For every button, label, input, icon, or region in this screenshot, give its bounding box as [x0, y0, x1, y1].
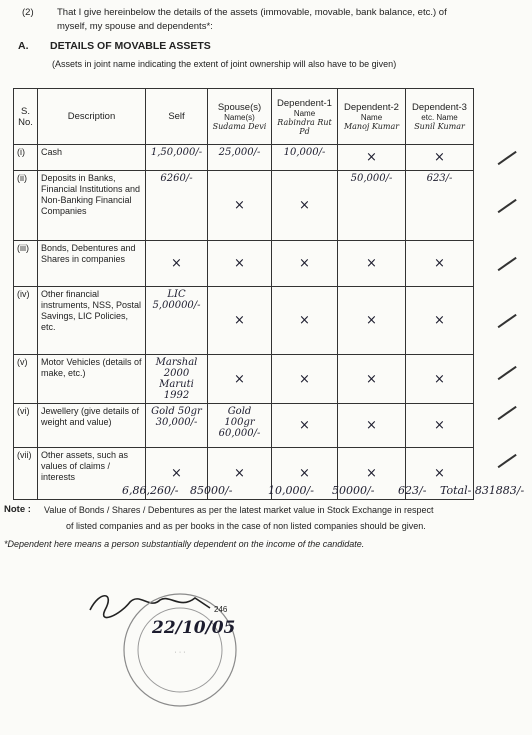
cell-dependent-1: × [272, 355, 338, 404]
header-dependent-1 [272, 89, 338, 145]
total-spouse: 85000/- [190, 484, 233, 497]
cell-spouse: Gold 100gr 60,000/- [208, 404, 272, 448]
row-number: (iii) [14, 241, 38, 287]
header-self: Self [146, 89, 208, 145]
header-dep3-value: Sunil Kumar [414, 122, 465, 131]
header-dependent-3 [406, 89, 474, 145]
header-spouse-names: Name(s) [224, 113, 255, 122]
header-spouse-label: Spouse(s) [217, 102, 262, 113]
section-letter: A. [18, 40, 29, 52]
grand-total: Total- 831883/- [440, 484, 525, 497]
movable-assets-table [13, 88, 474, 500]
total-self: 6,86,260/- [122, 484, 179, 497]
total-dependent-2: 50000/- [332, 484, 375, 497]
cell-dependent-3: × [406, 355, 474, 404]
cell-dependent-2: × [338, 404, 406, 448]
margin-tick-mark [498, 199, 517, 213]
cell-dependent-1: 10,000/- [272, 145, 338, 171]
page-number: 246 [214, 605, 228, 614]
cell-dependent-3: × [406, 448, 474, 500]
cell-spouse: × [208, 287, 272, 355]
row-description: Cash [38, 145, 146, 171]
table-row [14, 171, 474, 241]
header-description: Description [38, 89, 146, 145]
cell-dependent-1: × [272, 241, 338, 287]
header-dep2-label: Dependent-2 [344, 102, 399, 113]
header-dep3-name: etc. Name [421, 113, 458, 122]
cell-self: 1,50,000/- [146, 145, 208, 171]
margin-tick-mark [498, 366, 517, 380]
cell-dependent-2: × [338, 448, 406, 500]
section-title: DETAILS OF MOVABLE ASSETS [50, 40, 211, 52]
cell-self: × [146, 241, 208, 287]
header-dep1-value: Rabindra Rut Pd [277, 117, 332, 136]
header-dep2-name: Name [360, 113, 383, 122]
cell-self: × [146, 448, 208, 500]
cell-dependent-3: × [406, 287, 474, 355]
cell-self: Marshal 2000 Maruti 1992 [146, 355, 208, 404]
row-number: (v) [14, 355, 38, 404]
row-number: (vi) [14, 404, 38, 448]
row-number: (i) [14, 145, 38, 171]
total-dependent-1: 10,000/- [268, 484, 314, 497]
row-description: Other financial instruments, NSS, Postal Savings, LIC Policies, etc. [38, 287, 146, 355]
header-dep3-label: Dependent-3 [412, 102, 467, 113]
cell-spouse: × [208, 355, 272, 404]
row-description: Other assets, such as values of claims / interests [38, 448, 146, 500]
cell-dependent-3: × [406, 241, 474, 287]
margin-tick-mark [498, 314, 517, 328]
row-number: (vii) [14, 448, 38, 500]
header-dep2-value: Manoj Kumar [343, 122, 400, 131]
cell-dependent-2: × [338, 287, 406, 355]
header-dep1-name: Name [293, 108, 316, 118]
cell-self: 6260/- [146, 171, 208, 241]
total-dependent-3: 623/- [398, 484, 427, 497]
section-note: (Assets in joint name indicating the extent of joint ownership will also have to be given) [52, 59, 397, 69]
signature-stamp-graphic [60, 580, 260, 730]
intro-number: (2) [22, 7, 34, 18]
intro-text-line2: myself, my spouse and dependents*: [57, 21, 213, 32]
note-line1: Value of Bonds / Shares / Debentures as per the latest market value in Stock Exchange in respect [44, 505, 434, 515]
cell-dependent-1: × [272, 171, 338, 241]
cell-dependent-2: × [338, 241, 406, 287]
totals-line [0, 484, 532, 502]
header-spouse-value: Sudama Devi [212, 122, 267, 131]
row-description: Motor Vehicles (details of make, etc.) [38, 355, 146, 404]
table-row [14, 241, 474, 287]
cell-dependent-3: × [406, 145, 474, 171]
row-description: Deposits in Banks, Financial Institutions and Non-Banking Financial Companies [38, 171, 146, 241]
header-dependent-2 [338, 89, 406, 145]
table-row [14, 404, 474, 448]
note-label: Note : [4, 504, 31, 515]
signature-date: 22/10/05 [152, 618, 236, 638]
cell-dependent-2: × [338, 145, 406, 171]
header-dep1-label: Dependent-1 [277, 97, 332, 109]
row-description: Jewellery (give details of weight and value) [38, 404, 146, 448]
note-line2: of listed companies and as per books in the case of non listed companies should be given. [66, 521, 426, 531]
margin-tick-mark [498, 454, 517, 468]
margin-tick-mark [498, 257, 517, 271]
table-row [14, 287, 474, 355]
cell-self: LIC 5,00000/- [146, 287, 208, 355]
cell-dependent-1: × [272, 287, 338, 355]
cell-spouse: 25,000/- [208, 145, 272, 171]
cell-spouse: × [208, 171, 272, 241]
margin-tick-mark [498, 151, 517, 165]
table-header-row [14, 89, 474, 145]
margin-tick-mark [498, 406, 517, 420]
cell-dependent-1: × [272, 404, 338, 448]
header-spouse [208, 89, 272, 145]
cell-dependent-2: × [338, 355, 406, 404]
cell-dependent-3: × [406, 404, 474, 448]
row-description: Bonds, Debentures and Shares in companies [38, 241, 146, 287]
cell-self: Gold 50gr 30,000/- [146, 404, 208, 448]
cell-dependent-2: 50,000/- [338, 171, 406, 241]
row-number: (iv) [14, 287, 38, 355]
cell-dependent-1: × [272, 448, 338, 500]
cell-spouse: × [208, 241, 272, 287]
cell-dependent-3: 623/- [406, 171, 474, 241]
table-row [14, 355, 474, 404]
header-sno: S. No. [14, 89, 38, 145]
cell-spouse: × [208, 448, 272, 500]
footnote: *Dependent here means a person substantially dependent on the income of the candidate. [4, 539, 365, 549]
table-row [14, 145, 474, 171]
row-number: (ii) [14, 171, 38, 241]
intro-text-line1: That I give hereinbelow the details of the assets (immovable, movable, bank balance, etc.) of [57, 7, 447, 18]
svg-text:· · ·: · · · [174, 649, 186, 656]
